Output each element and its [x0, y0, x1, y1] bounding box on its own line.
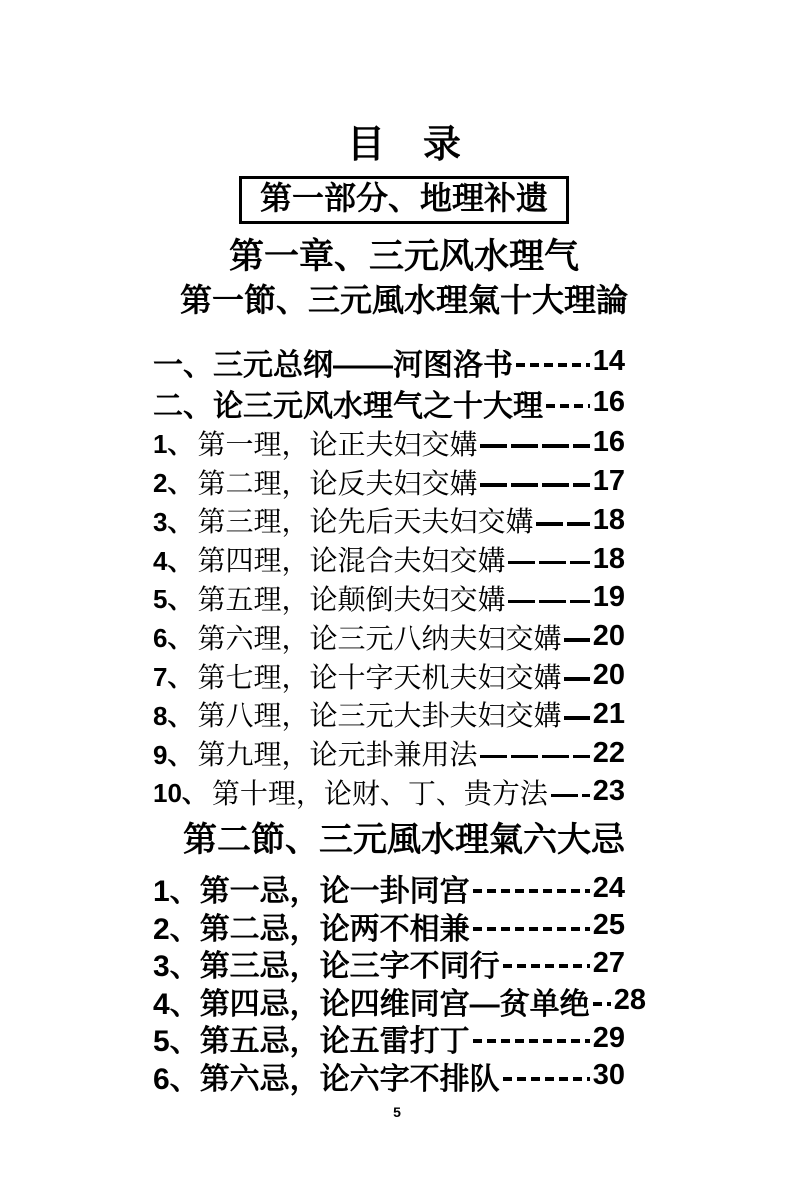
entry-title: 第三理，论先后天夫妇交媾: [197, 507, 534, 539]
entry-number: 1、: [153, 875, 200, 909]
toc-entry: [153, 869, 625, 907]
entry-page-number: 30: [592, 1059, 625, 1092]
dash-leader: [564, 677, 589, 681]
entry-page-number: 18: [592, 503, 625, 536]
dash-leader: [503, 964, 590, 968]
entry-page-number: 28: [613, 984, 646, 1017]
entry-number: 1、: [153, 429, 194, 460]
entry-page-number: 14: [592, 345, 625, 378]
page-title: 目 录: [346, 124, 461, 166]
toc-entry: [153, 734, 625, 773]
toc-entry: [153, 1057, 625, 1095]
toc-entry: [153, 540, 625, 579]
part-heading-box: 第一部分、地理补遗: [239, 176, 569, 225]
section2-heading: 第二節、三元風水理氣六大忌: [183, 822, 625, 860]
entry-page-number: 22: [592, 736, 625, 769]
toc-entry: [153, 944, 625, 982]
toc-entry: [153, 907, 625, 945]
section1-toc-list: [153, 341, 625, 811]
dash-leader: [546, 404, 590, 408]
entry-title: 第五理，论颠倒夫妇交媾: [197, 584, 506, 616]
entry-title: 第三忌，论三字不同行: [199, 950, 500, 984]
entry-number: 3、: [153, 950, 200, 984]
entry-page-number: 20: [592, 659, 625, 692]
entry-title: 第二忌，论两不相兼: [199, 912, 470, 946]
entry-title: 第二理，论反夫妇交媾: [197, 468, 478, 500]
entry-title: 第十理，论财、丁、贵方法: [211, 778, 548, 810]
footer-page-number: 5: [393, 1104, 401, 1120]
dash-leader: [508, 600, 589, 604]
entry-number: 2、: [153, 912, 200, 946]
dash-leader: [536, 522, 589, 526]
entry-page-number: 29: [592, 1021, 625, 1054]
entry-title: 第一忌，论一卦同宫: [199, 875, 470, 909]
dash-leader: [473, 927, 590, 931]
section1-heading: 第一節、三元風水理氣十大理論: [179, 282, 628, 319]
toc-entry: [153, 579, 625, 618]
dash-leader: [564, 716, 589, 720]
entry-number: 10、: [153, 778, 208, 809]
entry-page-number: 20: [592, 620, 625, 653]
dash-leader: [551, 794, 590, 798]
toc-entry: [153, 982, 646, 1021]
entry-title: 第六忌，论六字不排队: [199, 1062, 500, 1096]
entry-number: 5、: [153, 584, 194, 615]
part-box-container: [0, 176, 808, 225]
dash-leader: [503, 1077, 590, 1081]
dash-leader: [480, 755, 589, 759]
dash-leader: [564, 638, 589, 642]
entry-number: 3、: [153, 506, 194, 537]
entry-title: 第四忌，论四维同宫—贫单绝: [199, 987, 590, 1021]
dash-leader: [593, 1002, 611, 1006]
entry-title: 论三元风水理气之十大理: [213, 389, 543, 423]
dash-leader: [480, 483, 589, 487]
chapter-heading: 第一章、三元风水理气: [228, 237, 579, 277]
entry-number: 7、: [153, 662, 194, 693]
toc-entry: [153, 423, 625, 462]
entry-title: 第七理，论十字天机夫妇交媾: [197, 662, 562, 694]
entry-page-number: 17: [592, 465, 625, 498]
toc-entry: [153, 695, 625, 734]
dash-leader: [473, 1039, 590, 1043]
entry-title: 第六理，论三元八纳夫妇交媾: [197, 623, 562, 655]
toc-entry: [153, 773, 625, 812]
entry-number: 4、: [153, 545, 194, 576]
toc-entry: [153, 1019, 625, 1057]
dash-leader: [508, 561, 589, 565]
entry-number: 9、: [153, 739, 194, 770]
entry-number: 5、: [153, 1025, 200, 1059]
toc-entry: [153, 617, 625, 656]
dash-leader: [480, 444, 589, 448]
entry-title: 三元总纲——河图洛书: [213, 348, 513, 382]
toc-entry: [153, 462, 625, 501]
entry-page-number: 18: [592, 542, 625, 575]
entry-number: 6、: [153, 623, 194, 654]
toc-entry: [153, 341, 625, 382]
entry-number: 4、: [153, 987, 200, 1021]
entry-page-number: 24: [592, 871, 625, 904]
dash-leader: [473, 889, 590, 893]
entry-page-number: 16: [592, 426, 625, 459]
dash-leader: [516, 363, 590, 367]
section2-toc-list: [153, 869, 646, 1096]
entry-title: 第四理，论混合夫妇交媾: [197, 546, 506, 578]
entry-title: 第九理，论元卦兼用法: [197, 740, 478, 772]
toc-entry: [153, 656, 625, 695]
entry-page-number: 16: [592, 386, 625, 419]
entry-number: 6、: [153, 1062, 200, 1096]
entry-number: 8、: [153, 700, 194, 731]
entry-title: 第八理，论三元大卦夫妇交媾: [197, 701, 562, 733]
entry-number: 一、: [153, 348, 213, 382]
toc-entry: [153, 501, 625, 540]
entry-page-number: 19: [592, 581, 625, 614]
entry-title: 第五忌，论五雷打丁: [199, 1025, 470, 1059]
entry-page-number: 23: [592, 775, 625, 808]
entry-number: 二、: [153, 389, 213, 423]
entry-page-number: 27: [592, 946, 625, 979]
entry-title: 第一理，论正夫妇交媾: [197, 429, 478, 461]
entry-page-number: 25: [592, 909, 625, 942]
entry-number: 2、: [153, 468, 194, 499]
toc-entry: [153, 382, 625, 423]
entry-page-number: 21: [592, 697, 625, 730]
